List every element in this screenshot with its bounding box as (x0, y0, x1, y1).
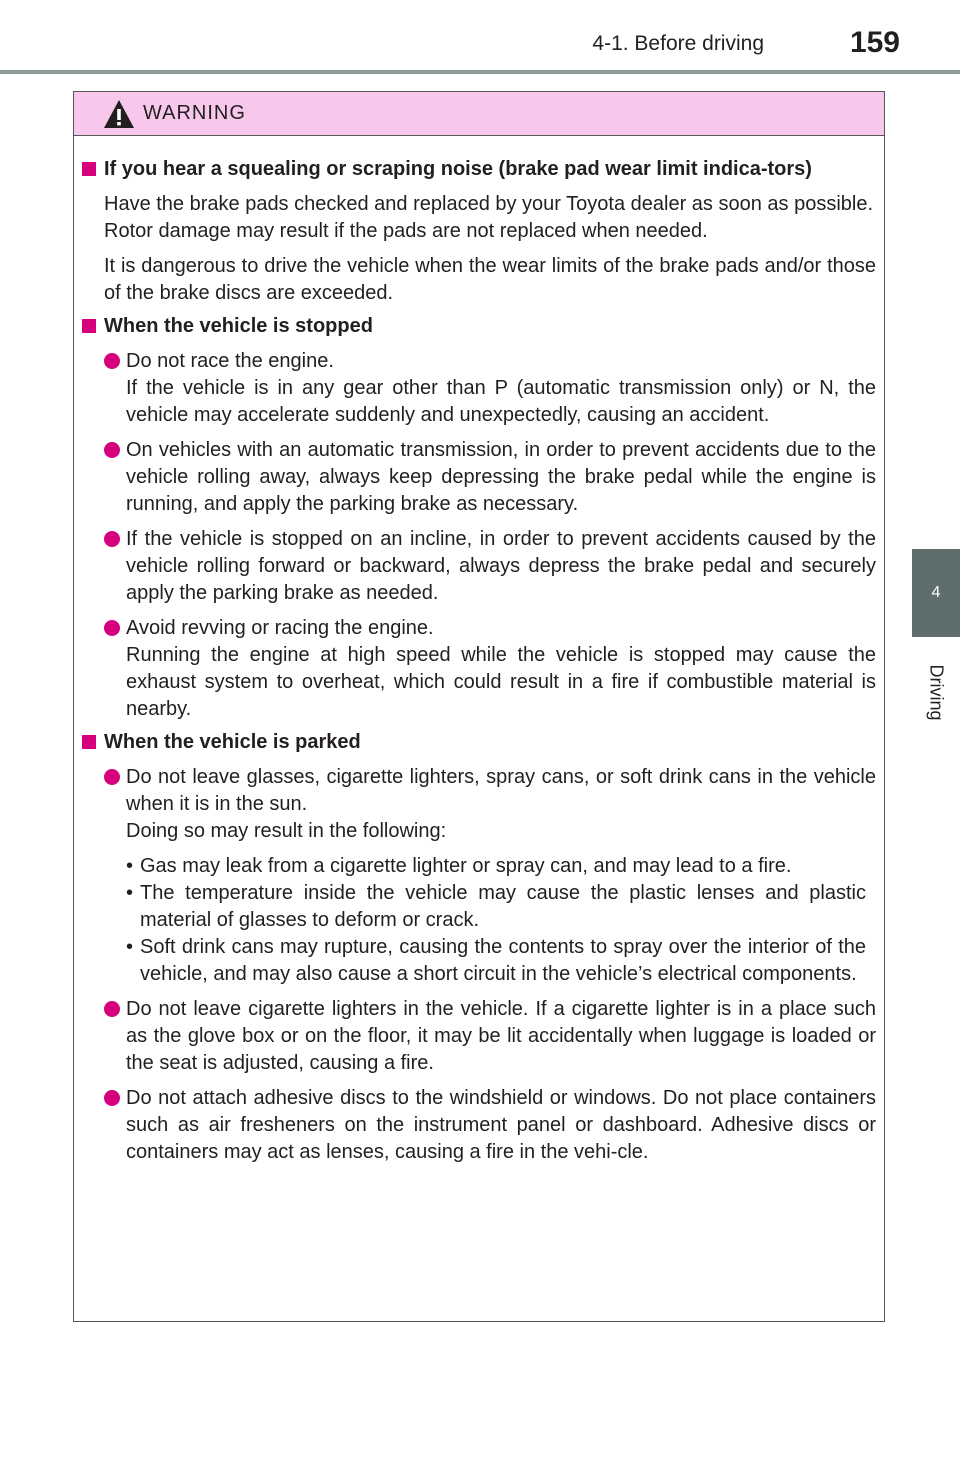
list-item: Do not leave cigarette lighters in the vehicle. If a cigarette lighter is in a place such as the glove box or on the floor, it may be lit accidentally when luggage is loaded or the seat is adjusted, causing a fire. (82, 996, 876, 1077)
square-bullet-icon (82, 319, 96, 333)
warning-header (74, 92, 884, 136)
sub-bullet: • Gas may leak from a cigarette lighter or spray can, and may lead to a fire. (126, 855, 792, 877)
sub-bullet: • Soft drink cans may rupture, causing the contents to spray over the interior of the vehicle, and may also cause a short circuit in the vehicle’s electrical components. (126, 936, 866, 985)
header-divider (0, 70, 960, 74)
warning-box (73, 91, 885, 1322)
list-item: On vehicles with an automatic transmission, in order to prevent accidents due to the vehicle rolling away, always keep depressing the brake pedal while the engine is running, and apply the parking brake as necessary. (82, 437, 876, 518)
list-item: If the vehicle is stopped on an incline, in order to prevent accidents caused by the vehicle rolling forward or backward, always depress the brake pedal and securely apply the parking brake as needed. (82, 526, 876, 607)
chapter-label (912, 637, 960, 747)
list-item: Do not leave glasses, cigarette lighters, spray cans, or soft drink cans in the vehicle when it is in the sun. Doing so may result in the following: (82, 764, 876, 845)
chapter-tab (912, 549, 960, 637)
sub-bullet: • The temperature inside the vehicle may cause the plastic lenses and plastic material of glasses to deform or crack. (126, 882, 866, 931)
page-number: 159 (849, 26, 900, 59)
list-item: Avoid revving or racing the engine. Running the engine at high speed while the vehicle is stopped may cause the exhaust system to overheat, which could result in a fire if combustible material is nearby. (82, 615, 876, 723)
square-bullet-icon (82, 162, 96, 176)
circle-bullet-icon (104, 442, 120, 458)
square-bullet-icon (82, 735, 96, 749)
section-heading: When the vehicle is parked (82, 729, 876, 756)
circle-bullet-icon (104, 769, 120, 785)
circle-bullet-icon (104, 1001, 120, 1017)
list-item: Do not race the engine. If the vehicle is in any gear other than P (automatic transmission only) or N, the vehicle may accelerate suddenly and unexpectedly, causing an accident. (82, 348, 876, 429)
section-heading: When the vehicle is stopped (82, 313, 876, 340)
circle-bullet-icon (104, 620, 120, 636)
list-item: Do not attach adhesive discs to the windshield or windows. Do not place containers such as air fresheners on the instrument panel or dashboard. Adhesive discs or containers may act as lenses, causing a fire in the vehi-cle. (82, 1085, 876, 1166)
chapter-label-text: Driving (926, 663, 947, 721)
circle-bullet-icon (104, 353, 120, 369)
section-title: 4-1. Before driving (592, 32, 764, 55)
circle-bullet-icon (104, 1090, 120, 1106)
circle-bullet-icon (104, 531, 120, 547)
warning-title: WARNING (143, 102, 246, 124)
chapter-number: 4 (931, 584, 941, 601)
warning-body (74, 136, 884, 1166)
paragraph: It is dangerous to drive the vehicle when the wear limits of the brake pads and/or those of the brake discs are exceeded. (104, 255, 876, 304)
warning-triangle-icon (102, 98, 136, 130)
section-heading: If you hear a squealing or scraping noise (brake pad wear limit indica-tors) (82, 156, 876, 183)
paragraph: Have the brake pads checked and replaced by your Toyota dealer as soon as possible. Rotor damage may result if the pads are not replaced when needed. (104, 193, 874, 242)
